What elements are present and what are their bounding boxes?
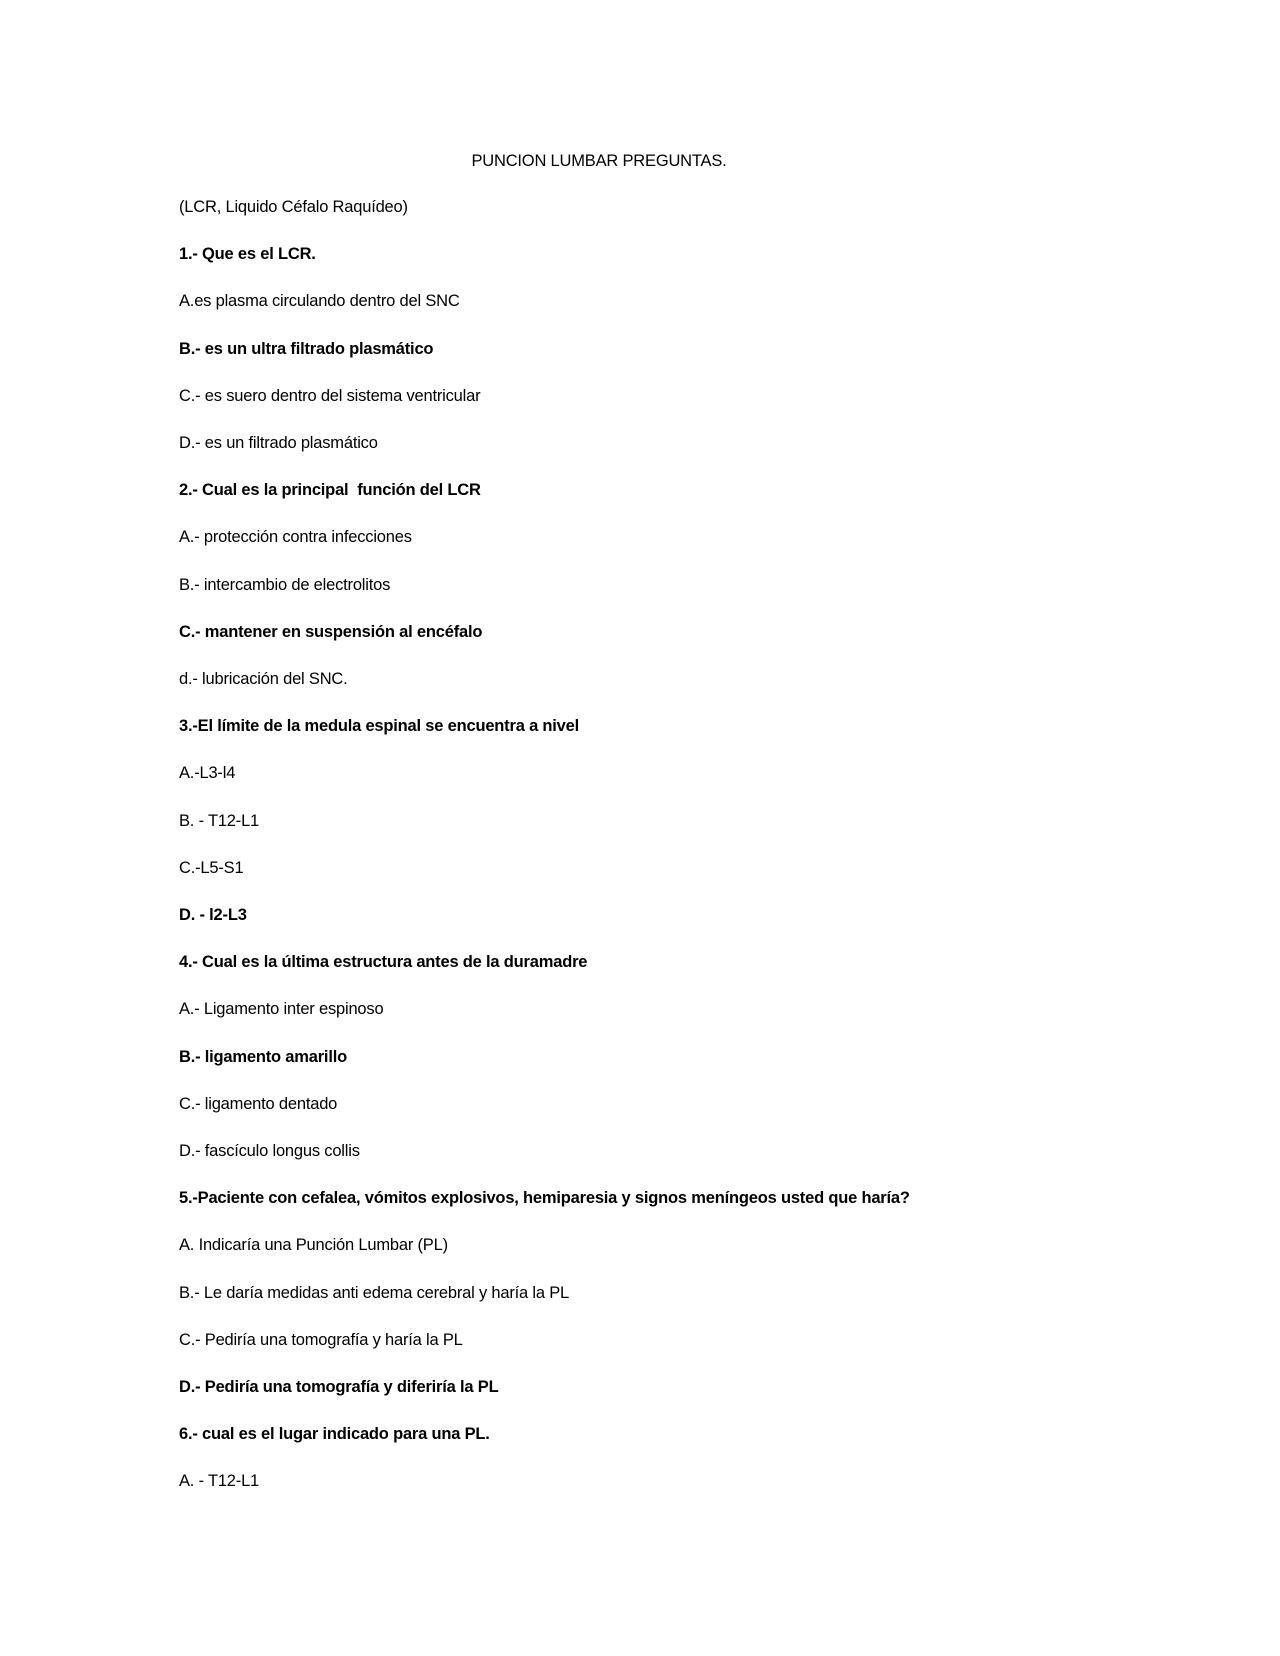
document-line: 6.- cual es el lugar indicado para una PL. xyxy=(179,1425,490,1443)
document-line: 3.-El límite de la medula espinal se encuentra a nivel xyxy=(179,717,580,735)
document-line: 4.- Cual es la última estructura antes de la duramadre xyxy=(179,953,588,971)
document-line: d.- lubricación del SNC. xyxy=(179,670,348,688)
document-line: A. Indicaría una Punción Lumbar (PL) xyxy=(179,1236,448,1254)
document-line: A.- protección contra infecciones xyxy=(179,528,412,546)
document-line: D.- fascículo longus collis xyxy=(179,1142,360,1160)
document-line: C.- Pediría una tomografía y haría la PL xyxy=(179,1331,463,1349)
document-line: B.- intercambio de electrolitos xyxy=(179,576,391,594)
document-title: PUNCION LUMBAR PREGUNTAS. xyxy=(471,152,727,170)
document-line: A.-L3-l4 xyxy=(179,764,236,782)
document-line: C.-L5-S1 xyxy=(179,859,244,877)
document-line: 2.- Cual es la principal función del LCR xyxy=(179,481,481,499)
document-line: C.- ligamento dentado xyxy=(179,1095,338,1113)
document-line: 1.- Que es el LCR. xyxy=(179,245,316,263)
document-line: D.- es un filtrado plasmático xyxy=(179,434,378,452)
document-line: A.- Ligamento inter espinoso xyxy=(179,1000,384,1018)
document-line: B.- Le daría medidas anti edema cerebral y haría la PL xyxy=(179,1284,570,1302)
document-line: B.- ligamento amarillo xyxy=(179,1048,347,1066)
document-line: D.- Pediría una tomografía y diferiría la PL xyxy=(179,1378,499,1396)
document-line: 5.-Paciente con cefalea, vómitos explosivos, hemiparesia y signos meníngeos usted que haría? xyxy=(179,1189,910,1207)
document-line: D. - l2-L3 xyxy=(179,906,247,924)
document-line: B.- es un ultra filtrado plasmático xyxy=(179,340,434,358)
document-line: C.- mantener en suspensión al encéfalo xyxy=(179,623,483,641)
document-line: A. - T12-L1 xyxy=(179,1472,260,1490)
document-subtitle: (LCR, Liquido Céfalo Raquídeo) xyxy=(179,198,408,216)
document-line: C.- es suero dentro del sistema ventricular xyxy=(179,387,481,405)
document-line: A.es plasma circulando dentro del SNC xyxy=(179,292,460,310)
document-line: B. - T12-L1 xyxy=(179,812,260,830)
